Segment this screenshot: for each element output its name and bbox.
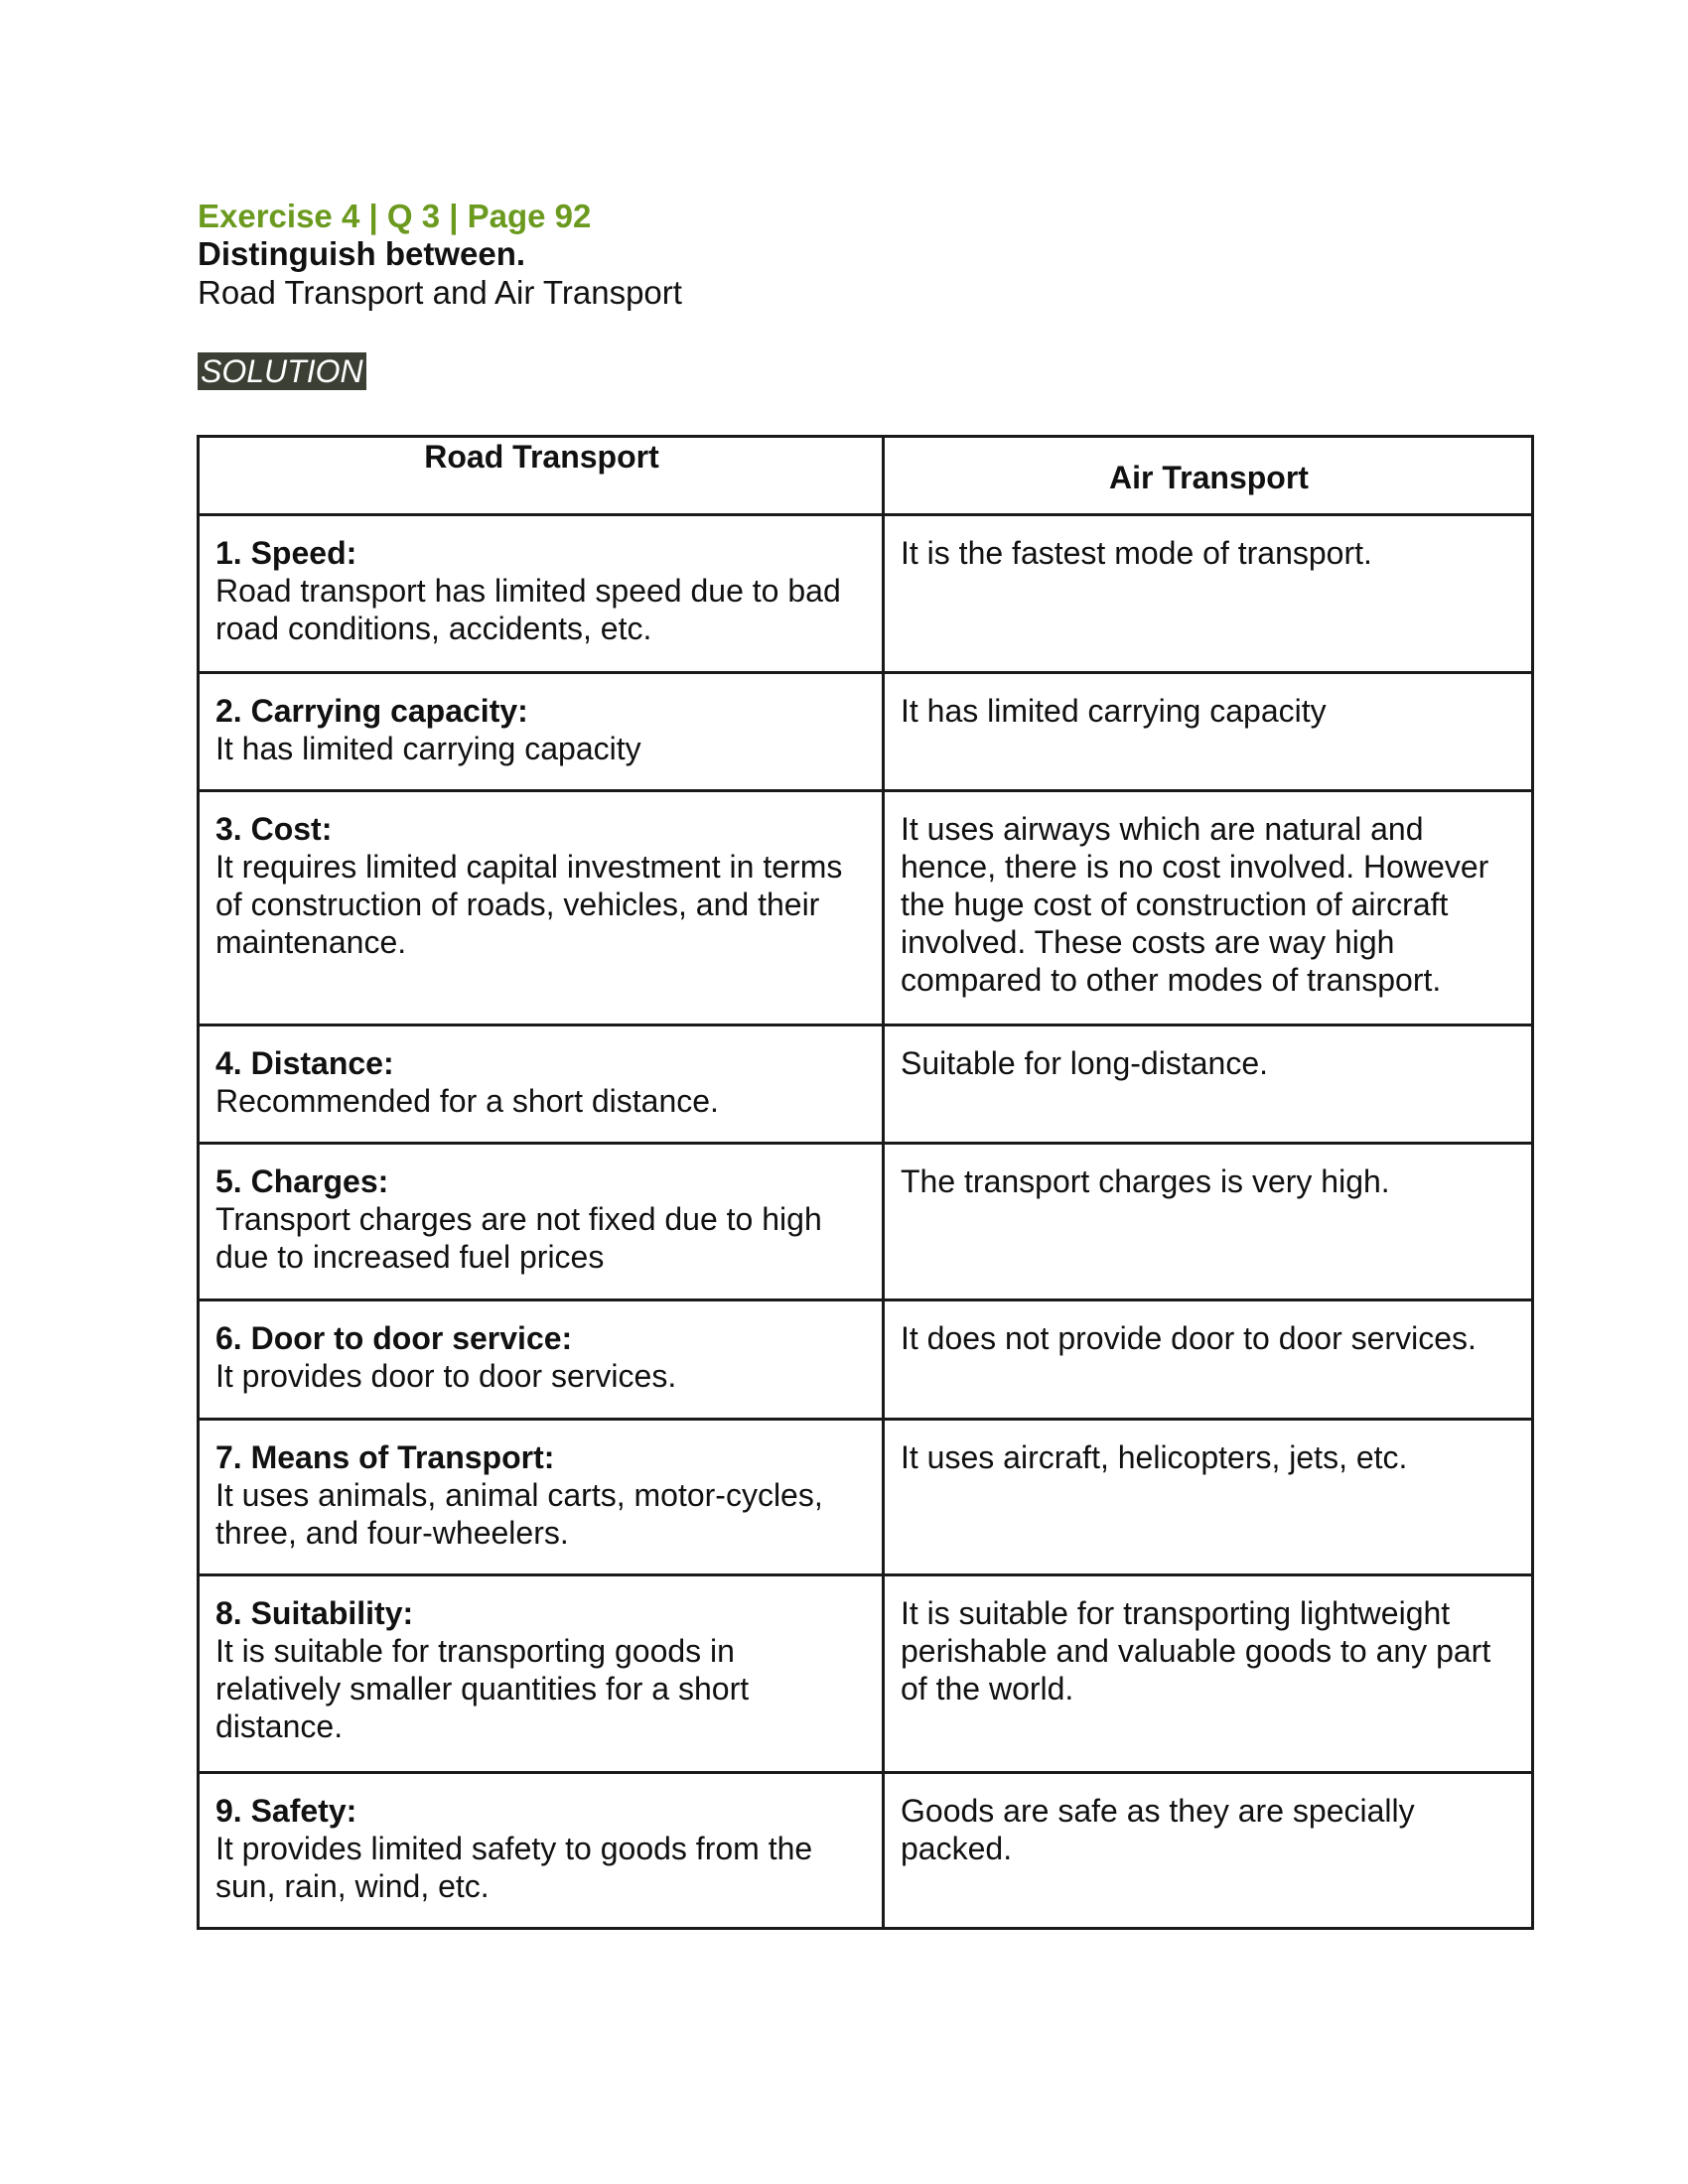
comparison-table — [197, 435, 1534, 1930]
row-title: 9. Safety: — [215, 1793, 357, 1829]
table-row — [199, 791, 1533, 1025]
column-header-air: Air Transport — [884, 437, 1533, 515]
table-row — [199, 673, 1533, 791]
air-transport-text: The transport charges is very high. — [901, 1163, 1390, 1199]
road-transport-text: It is suitable for transporting goods in relatively smaller quantities for a short distance. — [215, 1633, 750, 1744]
air-transport-cell — [884, 1575, 1533, 1773]
road-transport-cell — [199, 1575, 884, 1773]
air-transport-cell — [884, 1773, 1533, 1929]
air-transport-text: It is the fastest mode of transport. — [901, 535, 1372, 571]
table-row — [199, 1575, 1533, 1773]
air-transport-cell — [884, 791, 1533, 1025]
table-header-row — [199, 437, 1533, 515]
air-transport-cell — [884, 1025, 1533, 1144]
question-subtitle: Road Transport and Air Transport — [198, 274, 682, 311]
road-transport-text: Transport charges are not fixed due to high due to increased fuel prices — [215, 1201, 822, 1275]
row-title: 3. Cost: — [215, 811, 333, 847]
air-transport-text: Goods are safe as they are specially packed. — [901, 1793, 1415, 1866]
solution-badge: SOLUTION — [198, 352, 366, 390]
road-transport-cell — [199, 1144, 884, 1300]
road-transport-cell — [199, 673, 884, 791]
table-row — [199, 1773, 1533, 1929]
road-transport-cell — [199, 1300, 884, 1420]
road-transport-cell — [199, 791, 884, 1025]
table-row — [199, 1420, 1533, 1575]
road-transport-text: It has limited carrying capacity — [215, 731, 641, 766]
question-title: Distinguish between. — [198, 235, 526, 272]
row-title: 5. Charges: — [215, 1163, 389, 1199]
air-transport-text: It uses airways which are natural and hence, there is no cost involved. However the huge cost of construction of aircraft involved. These costs are way high compared to other modes of transport. — [901, 811, 1489, 998]
row-title: 1. Speed: — [215, 535, 357, 571]
road-transport-cell — [199, 1025, 884, 1144]
column-header-road: Road Transport — [199, 437, 884, 515]
road-transport-cell — [199, 1420, 884, 1575]
air-transport-text: Suitable for long-distance. — [901, 1045, 1268, 1081]
road-transport-cell — [199, 1773, 884, 1929]
road-transport-text: It uses animals, animal carts, motor-cycles, three, and four-wheelers. — [215, 1477, 823, 1551]
table-body — [199, 515, 1533, 1929]
road-transport-text: Recommended for a short distance. — [215, 1083, 719, 1119]
air-transport-cell — [884, 1144, 1533, 1300]
exercise-reference: Exercise 4 | Q 3 | Page 92 — [198, 198, 592, 234]
table-row — [199, 1144, 1533, 1300]
row-title: 8. Suitability: — [215, 1595, 414, 1631]
road-transport-text: It provides door to door services. — [215, 1358, 677, 1394]
row-title: 7. Means of Transport: — [215, 1439, 555, 1475]
table-row — [199, 1025, 1533, 1144]
road-transport-text: It requires limited capital investment in terms of construction of roads, vehicles, and their maintenance. — [215, 849, 843, 960]
air-transport-text: It does not provide door to door services. — [901, 1320, 1477, 1356]
table-row — [199, 515, 1533, 673]
air-transport-text: It is suitable for transporting lightweight perishable and valuable goods to any part of the world. — [901, 1595, 1491, 1706]
table-row — [199, 1300, 1533, 1420]
road-transport-text: Road transport has limited speed due to bad road conditions, accidents, etc. — [215, 573, 841, 646]
row-title: 4. Distance: — [215, 1045, 394, 1081]
road-transport-text: It provides limited safety to goods from the sun, rain, wind, etc. — [215, 1831, 813, 1904]
row-title: 6. Door to door service: — [215, 1320, 573, 1356]
row-title: 2. Carrying capacity: — [215, 693, 528, 729]
air-transport-cell — [884, 1300, 1533, 1420]
air-transport-text: It has limited carrying capacity — [901, 693, 1327, 729]
air-transport-cell — [884, 673, 1533, 791]
road-transport-cell — [199, 515, 884, 673]
air-transport-text: It uses aircraft, helicopters, jets, etc. — [901, 1439, 1408, 1475]
air-transport-cell — [884, 1420, 1533, 1575]
air-transport-cell — [884, 515, 1533, 673]
